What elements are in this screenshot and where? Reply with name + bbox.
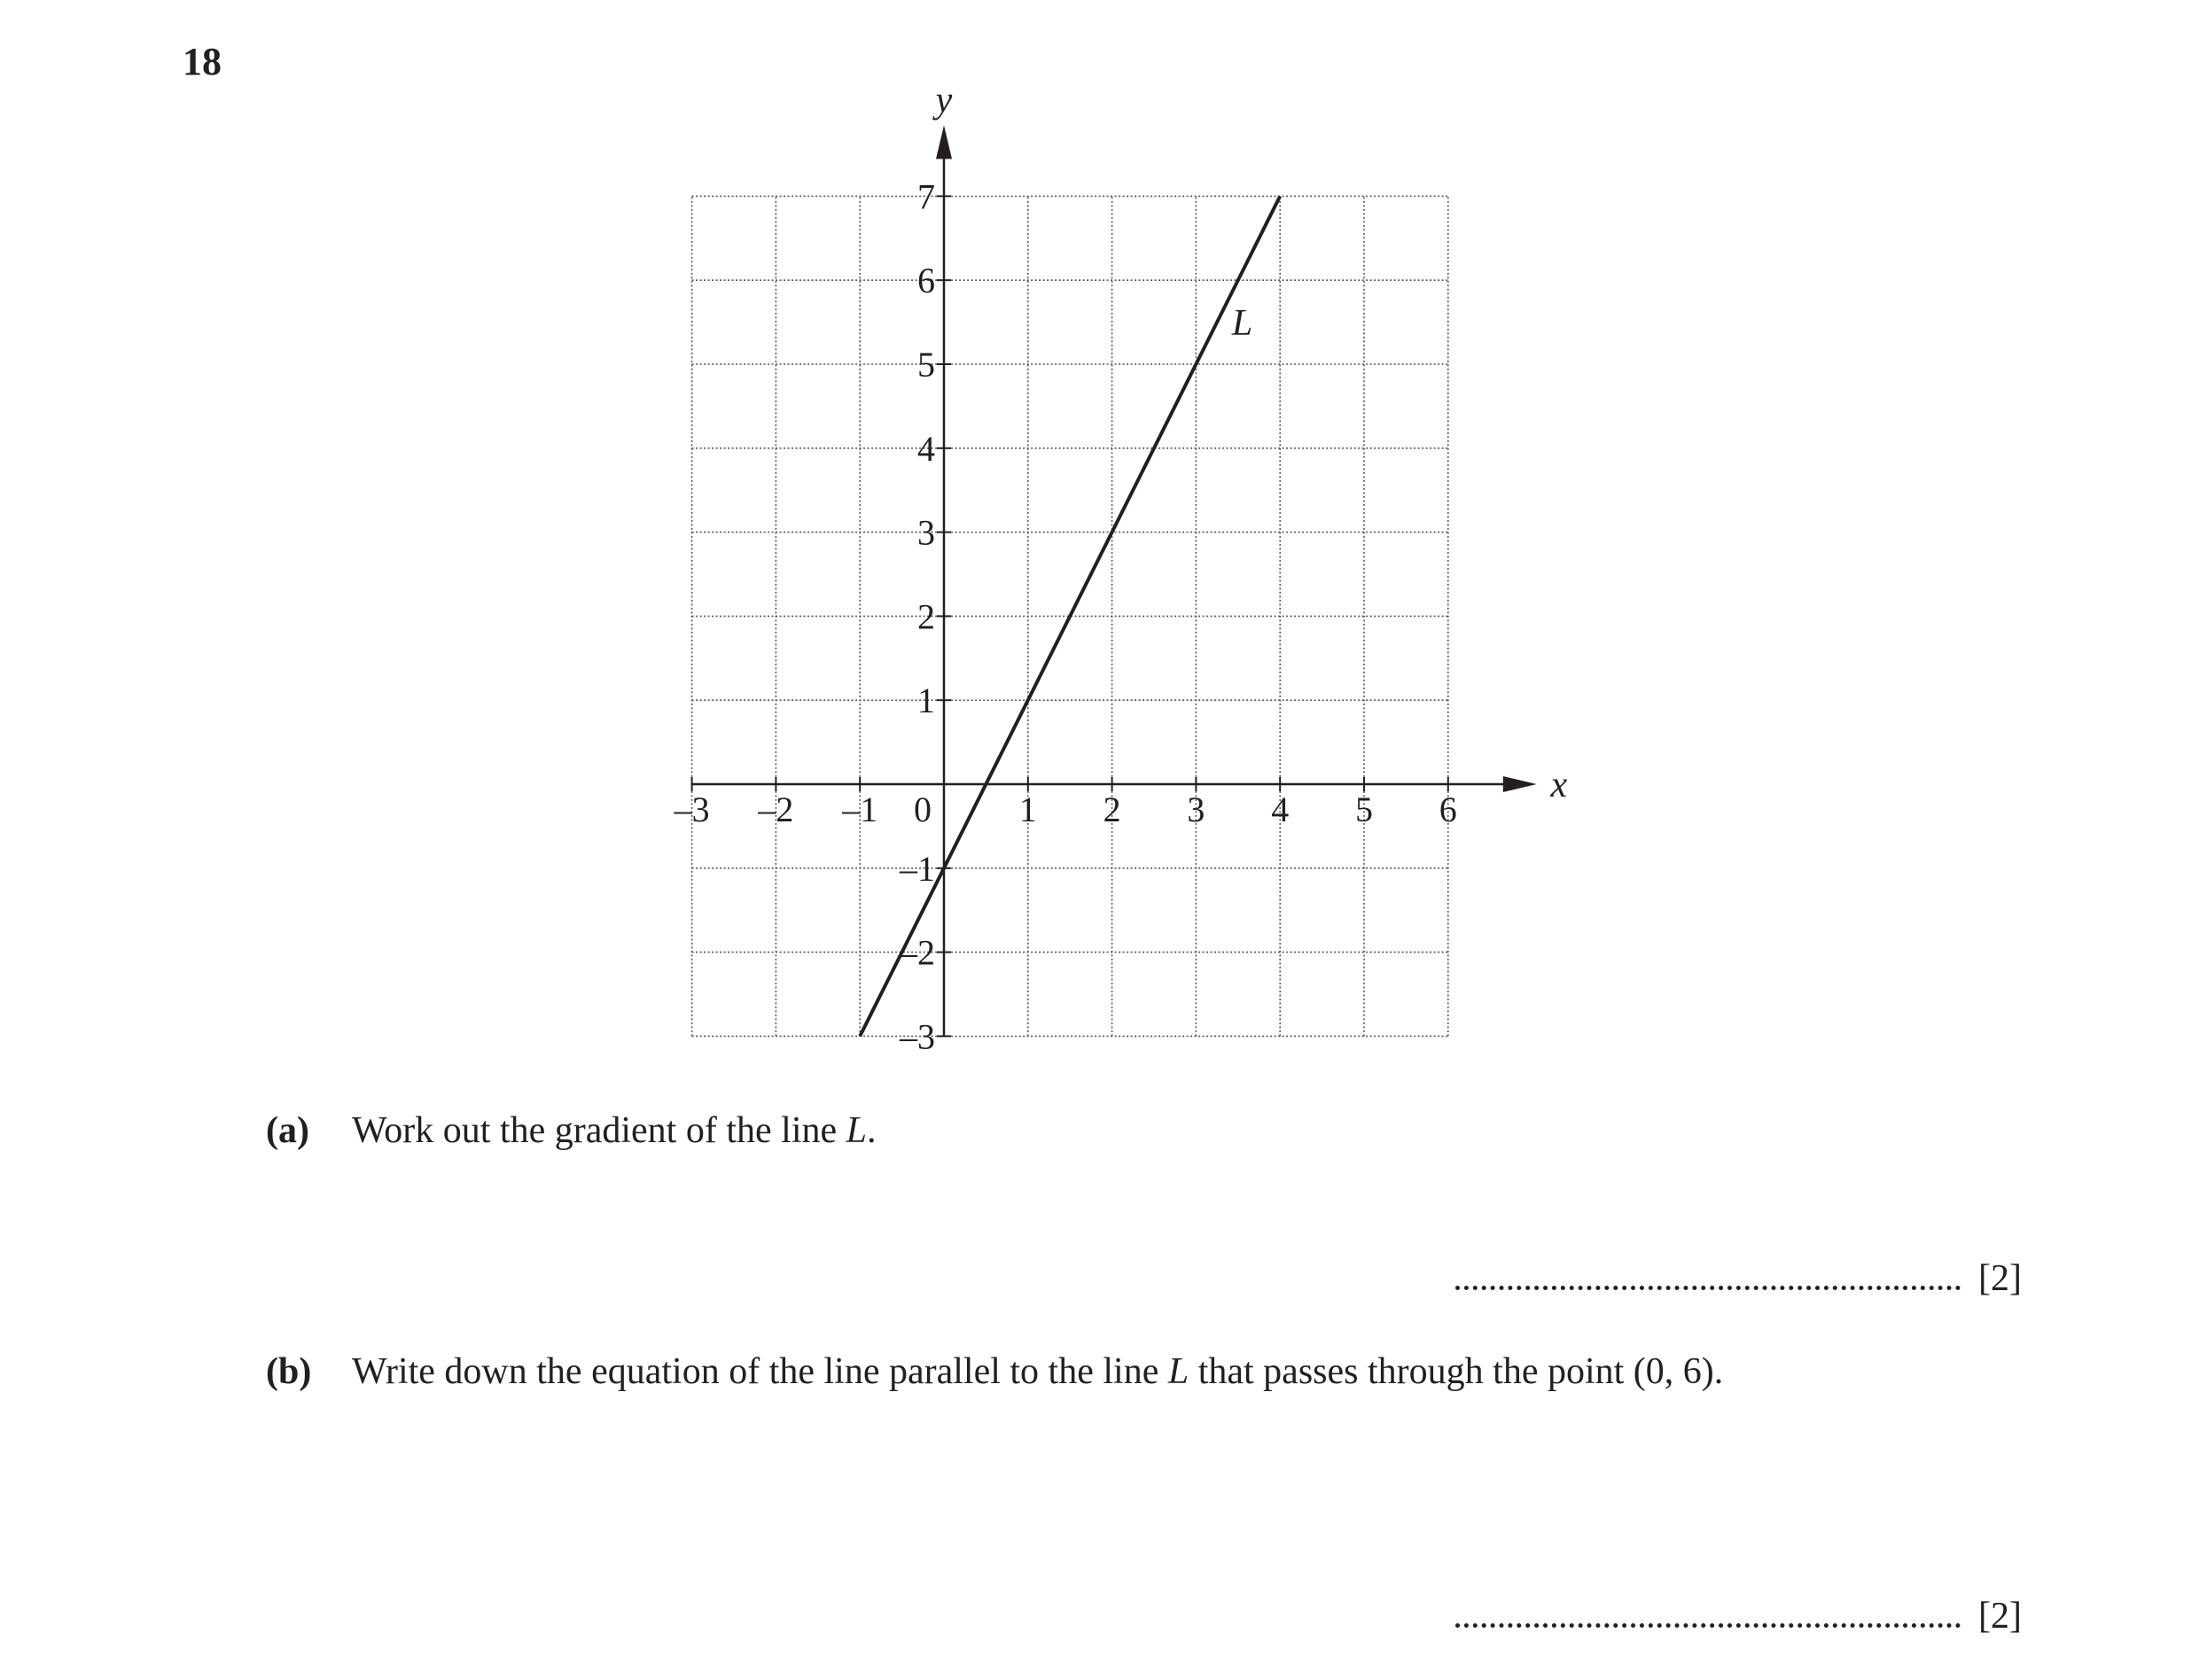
y-tick-label: –2 xyxy=(900,932,935,973)
x-tick-label: 1 xyxy=(1018,789,1037,829)
part-a-label: (a) xyxy=(266,1110,309,1151)
x-tick-label: 0 xyxy=(914,789,932,829)
x-tick-label: 6 xyxy=(1439,789,1457,829)
y-axis-label: y xyxy=(935,80,953,121)
y-axis-arrow-icon xyxy=(936,125,952,159)
x-tick-label: –2 xyxy=(758,789,794,829)
y-tick-label: 1 xyxy=(917,681,935,721)
part-b-text: Write down the equation of the line parallel to the line xyxy=(352,1351,1168,1392)
answer-dotted-line[interactable] xyxy=(1455,1286,1961,1290)
part-a-question xyxy=(266,1112,877,1149)
y-tick-label: 2 xyxy=(917,596,935,637)
part-a-text: Work out the gradient of the line xyxy=(352,1110,846,1151)
axes xyxy=(692,125,1537,1036)
part-b-question xyxy=(266,1353,1723,1390)
part-b-label: (b) xyxy=(266,1351,312,1392)
x-tick-label: 5 xyxy=(1355,789,1373,829)
part-a-marks: [2] xyxy=(1978,1258,2022,1299)
x-tick-label: –1 xyxy=(842,789,878,829)
line-L-label: L xyxy=(1231,302,1253,344)
part-b-line-name: L xyxy=(1167,1351,1189,1392)
y-tick-label: 3 xyxy=(917,512,935,553)
x-tick-label: –3 xyxy=(674,789,710,829)
part-b-answer-line[interactable] xyxy=(1455,1598,2022,1635)
x-tick-label: 4 xyxy=(1271,789,1290,829)
part-a-text-end: . xyxy=(867,1110,877,1151)
x-tick-label: 3 xyxy=(1187,789,1205,829)
part-b-marks: [2] xyxy=(1978,1596,2022,1637)
y-tick-label: –3 xyxy=(900,1016,935,1057)
part-b-text-end: that passes through the point (0, 6). xyxy=(1189,1351,1724,1392)
y-tick-label: 4 xyxy=(917,428,935,469)
y-tick-label: 7 xyxy=(917,176,935,217)
y-tick-label: 5 xyxy=(917,345,935,385)
question-number: 18 xyxy=(183,40,222,83)
x-axis-label: x xyxy=(1550,765,1568,805)
answer-dotted-line[interactable] xyxy=(1455,1623,1961,1628)
tick-labels xyxy=(674,80,1568,1056)
y-tick-label: 6 xyxy=(917,261,935,301)
x-axis-arrow-icon xyxy=(1503,776,1537,792)
part-a-answer-line[interactable] xyxy=(1455,1260,2022,1297)
x-tick-label: 2 xyxy=(1103,789,1121,829)
y-tick-label: –1 xyxy=(900,848,935,889)
part-a-line-name: L xyxy=(846,1110,867,1151)
